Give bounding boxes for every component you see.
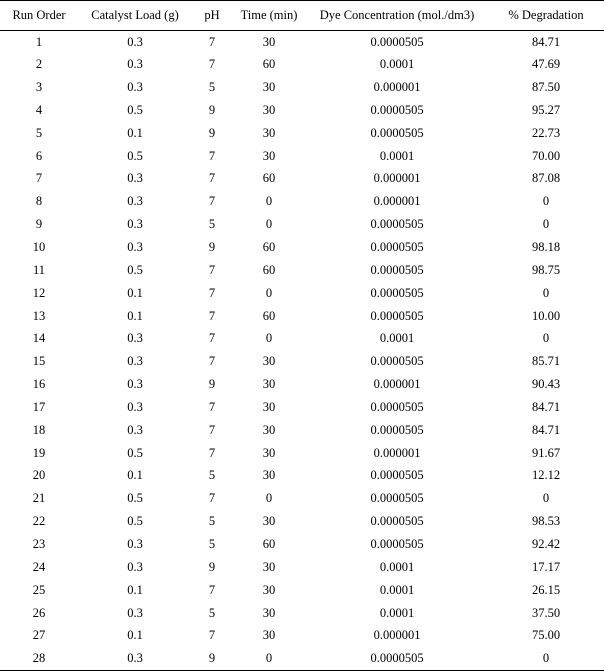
cell-dye-concentration: 0.0001 <box>379 559 415 574</box>
cell-degradation: 0 <box>542 217 550 232</box>
cell-run-order: 10 <box>32 240 46 255</box>
cell-degradation: 75.00 <box>531 628 561 643</box>
cell-run-order: 6 <box>35 148 43 163</box>
cell-run-order: 26 <box>32 605 46 620</box>
cell-catalyst-load: 0.5 <box>127 491 143 506</box>
cell-ph: 7 <box>208 148 216 163</box>
cell-time: 30 <box>262 102 276 117</box>
cell-catalyst-load: 0.3 <box>127 536 143 551</box>
cell-time: 30 <box>262 605 276 620</box>
header-degradation: % Degradation <box>488 1 604 31</box>
cell-ph: 5 <box>208 536 216 551</box>
cell-degradation: 26.15 <box>531 582 561 597</box>
cell-catalyst-load: 0.3 <box>127 194 143 209</box>
cell-degradation: 0 <box>542 285 550 300</box>
cell-dye-concentration: 0.0001 <box>379 148 415 163</box>
cell-dye-concentration: 0.0001 <box>379 57 415 72</box>
cell-time: 30 <box>262 125 276 140</box>
cell-time: 60 <box>262 57 276 72</box>
cell-run-order: 9 <box>35 217 43 232</box>
cell-degradation: 87.50 <box>531 80 561 95</box>
cell-run-order: 7 <box>35 171 43 186</box>
cell-degradation: 70.00 <box>531 148 561 163</box>
table-row <box>0 53 604 76</box>
table-row <box>0 122 604 145</box>
cell-catalyst-load: 0.3 <box>127 605 143 620</box>
cell-time: 30 <box>262 422 276 437</box>
cell-run-order: 1 <box>35 34 43 49</box>
cell-time: 30 <box>262 514 276 529</box>
cell-catalyst-load: 0.3 <box>127 422 143 437</box>
table-body <box>0 31 604 671</box>
cell-time: 0 <box>265 285 273 300</box>
cell-run-order: 21 <box>32 491 46 506</box>
cell-time: 30 <box>262 377 276 392</box>
cell-time: 30 <box>262 399 276 414</box>
cell-ph: 9 <box>208 240 216 255</box>
cell-degradation: 92.42 <box>531 536 561 551</box>
cell-dye-concentration: 0.0000505 <box>370 491 424 506</box>
cell-catalyst-load: 0.3 <box>127 80 143 95</box>
table-row <box>0 579 604 602</box>
cell-run-order: 19 <box>32 445 46 460</box>
table-row <box>0 602 604 625</box>
cell-dye-concentration: 0.0000505 <box>370 536 424 551</box>
table-row <box>0 350 604 373</box>
cell-time: 60 <box>262 171 276 186</box>
cell-dye-concentration: 0.000001 <box>373 445 421 460</box>
cell-run-order: 13 <box>32 308 46 323</box>
cell-degradation: 0 <box>488 647 604 670</box>
table-row <box>0 282 604 305</box>
cell-time: 0 <box>265 194 273 209</box>
cell-ph: 7 <box>208 445 216 460</box>
cell-time: 0 <box>265 217 273 232</box>
cell-dye-concentration: 0.0000505 <box>306 647 488 670</box>
cell-degradation: 87.08 <box>531 171 561 186</box>
cell-ph: 7 <box>208 34 216 49</box>
cell-catalyst-load: 0.5 <box>127 102 143 117</box>
cell-time: 60 <box>262 262 276 277</box>
cell-run-order: 20 <box>32 468 46 483</box>
cell-dye-concentration: 0.0001 <box>379 582 415 597</box>
cell-time: 30 <box>262 80 276 95</box>
cell-degradation: 22.73 <box>531 125 561 140</box>
cell-dye-concentration: 0.0000505 <box>370 217 424 232</box>
table-row <box>0 190 604 213</box>
cell-ph: 7 <box>208 308 216 323</box>
cell-dye-concentration: 0.000001 <box>373 628 421 643</box>
table-row <box>0 624 604 647</box>
cell-ph: 7 <box>208 582 216 597</box>
cell-run-order: 27 <box>32 628 46 643</box>
cell-ph: 7 <box>208 491 216 506</box>
cell-ph: 5 <box>208 605 216 620</box>
table-row <box>0 396 604 419</box>
cell-ph: 7 <box>208 399 216 414</box>
cell-degradation: 91.67 <box>531 445 561 460</box>
cell-degradation: 98.53 <box>531 514 561 529</box>
cell-time: 30 <box>262 148 276 163</box>
cell-catalyst-load: 0.5 <box>127 445 143 460</box>
cell-catalyst-load: 0.1 <box>127 308 143 323</box>
cell-ph: 5 <box>208 468 216 483</box>
cell-degradation: 0 <box>542 194 550 209</box>
cell-degradation: 95.27 <box>531 102 561 117</box>
cell-dye-concentration: 0.0000505 <box>370 422 424 437</box>
cell-ph: 9 <box>208 102 216 117</box>
table-row <box>0 259 604 282</box>
cell-time: 30 <box>262 34 276 49</box>
cell-catalyst-load: 0.3 <box>127 354 143 369</box>
cell-time: 30 <box>262 559 276 574</box>
cell-catalyst-load: 0.1 <box>127 628 143 643</box>
cell-dye-concentration: 0.0001 <box>379 331 415 346</box>
cell-dye-concentration: 0.0000505 <box>370 354 424 369</box>
cell-catalyst-load: 0.5 <box>127 148 143 163</box>
cell-time: 30 <box>262 582 276 597</box>
table-row <box>0 556 604 579</box>
table-row <box>0 373 604 396</box>
table-row <box>0 442 604 465</box>
cell-time: 60 <box>262 536 276 551</box>
cell-dye-concentration: 0.0000505 <box>370 125 424 140</box>
cell-time: 30 <box>262 628 276 643</box>
cell-run-order: 15 <box>32 354 46 369</box>
cell-catalyst-load: 0.1 <box>127 125 143 140</box>
cell-catalyst-load: 0.5 <box>127 262 143 277</box>
cell-degradation: 17.17 <box>531 559 561 574</box>
cell-ph: 7 <box>208 628 216 643</box>
cell-time: 0 <box>232 647 306 670</box>
cell-dye-concentration: 0.000001 <box>373 171 421 186</box>
cell-catalyst-load: 0.1 <box>127 468 143 483</box>
table-row <box>0 305 604 328</box>
cell-dye-concentration: 0.0000505 <box>370 468 424 483</box>
cell-catalyst-load: 0.3 <box>127 559 143 574</box>
table-row <box>0 76 604 99</box>
table-row <box>0 99 604 122</box>
cell-ph: 9 <box>208 377 216 392</box>
cell-run-order: 14 <box>32 331 46 346</box>
table-row <box>0 510 604 533</box>
cell-run-order: 2 <box>35 57 43 72</box>
cell-time: 0 <box>265 491 273 506</box>
header-run-order: Run Order <box>0 1 78 31</box>
cell-time: 30 <box>262 354 276 369</box>
cell-run-order: 17 <box>32 399 46 414</box>
cell-degradation: 10.00 <box>531 308 561 323</box>
cell-dye-concentration: 0.0000505 <box>370 285 424 300</box>
table-row <box>0 647 604 670</box>
cell-dye-concentration: 0.0001 <box>379 605 415 620</box>
cell-dye-concentration: 0.0000505 <box>370 399 424 414</box>
cell-run-order: 28 <box>0 647 78 670</box>
cell-dye-concentration: 0.000001 <box>373 194 421 209</box>
cell-ph: 7 <box>208 171 216 186</box>
cell-ph: 9 <box>208 125 216 140</box>
cell-dye-concentration: 0.0000505 <box>370 102 424 117</box>
cell-catalyst-load: 0.3 <box>127 331 143 346</box>
cell-run-order: 22 <box>32 514 46 529</box>
cell-run-order: 8 <box>35 194 43 209</box>
cell-dye-concentration: 0.000001 <box>373 377 421 392</box>
cell-run-order: 5 <box>35 125 43 140</box>
cell-run-order: 12 <box>32 285 46 300</box>
header-time: Time (min) <box>232 1 306 31</box>
cell-catalyst-load: 0.3 <box>127 240 143 255</box>
cell-ph: 7 <box>208 57 216 72</box>
table-header <box>0 1 604 31</box>
cell-run-order: 16 <box>32 377 46 392</box>
cell-ph: 7 <box>208 194 216 209</box>
cell-dye-concentration: 0.0000505 <box>370 308 424 323</box>
cell-run-order: 24 <box>32 559 46 574</box>
cell-catalyst-load: 0.1 <box>127 582 143 597</box>
cell-catalyst-load: 0.3 <box>78 647 192 670</box>
header-catalyst-load: Catalyst Load (g) <box>78 1 192 31</box>
cell-time: 60 <box>262 308 276 323</box>
cell-degradation: 12.12 <box>531 468 561 483</box>
cell-catalyst-load: 0.3 <box>127 171 143 186</box>
cell-time: 30 <box>262 445 276 460</box>
cell-dye-concentration: 0.0000505 <box>370 514 424 529</box>
cell-ph: 5 <box>208 80 216 95</box>
cell-degradation: 37.50 <box>531 605 561 620</box>
table-row <box>0 168 604 191</box>
cell-dye-concentration: 0.0000505 <box>370 34 424 49</box>
cell-dye-concentration: 0.0000505 <box>370 240 424 255</box>
cell-degradation: 0 <box>542 491 550 506</box>
cell-degradation: 90.43 <box>531 377 561 392</box>
cell-catalyst-load: 0.3 <box>127 377 143 392</box>
cell-catalyst-load: 0.3 <box>127 217 143 232</box>
cell-ph: 5 <box>208 217 216 232</box>
cell-dye-concentration: 0.0000505 <box>370 262 424 277</box>
cell-run-order: 25 <box>32 582 46 597</box>
cell-run-order: 3 <box>35 80 43 95</box>
table-row <box>0 327 604 350</box>
cell-ph: 7 <box>208 262 216 277</box>
cell-degradation: 98.75 <box>531 262 561 277</box>
cell-run-order: 11 <box>32 262 46 277</box>
cell-ph: 7 <box>208 422 216 437</box>
cell-catalyst-load: 0.3 <box>127 57 143 72</box>
table-row <box>0 31 604 54</box>
cell-degradation: 47.69 <box>531 57 561 72</box>
cell-run-order: 4 <box>35 102 43 117</box>
cell-degradation: 84.71 <box>531 422 561 437</box>
cell-ph: 5 <box>208 514 216 529</box>
cell-ph: 9 <box>208 559 216 574</box>
cell-ph: 9 <box>192 647 232 670</box>
cell-time: 0 <box>265 331 273 346</box>
cell-degradation: 98.18 <box>531 240 561 255</box>
cell-catalyst-load: 0.1 <box>127 285 143 300</box>
table-row <box>0 533 604 556</box>
table-row <box>0 487 604 510</box>
header-ph: pH <box>192 1 232 31</box>
table-row <box>0 236 604 259</box>
cell-catalyst-load: 0.3 <box>127 399 143 414</box>
cell-ph: 7 <box>208 354 216 369</box>
cell-degradation: 84.71 <box>531 34 561 49</box>
cell-ph: 7 <box>208 285 216 300</box>
cell-run-order: 23 <box>32 536 46 551</box>
cell-degradation: 0 <box>542 331 550 346</box>
header-dye-concentration: Dye Concentration (mol./dm3) <box>306 1 488 31</box>
cell-dye-concentration: 0.000001 <box>373 80 421 95</box>
cell-degradation: 84.71 <box>531 399 561 414</box>
cell-catalyst-load: 0.3 <box>127 34 143 49</box>
table-row <box>0 465 604 488</box>
table-row <box>0 213 604 236</box>
cell-degradation: 85.71 <box>531 354 561 369</box>
cell-time: 30 <box>262 468 276 483</box>
table-row <box>0 145 604 168</box>
table-row <box>0 419 604 442</box>
header-row <box>0 1 604 31</box>
cell-run-order: 18 <box>32 422 46 437</box>
cell-catalyst-load: 0.5 <box>127 514 143 529</box>
cell-time: 60 <box>262 240 276 255</box>
cell-ph: 7 <box>208 331 216 346</box>
